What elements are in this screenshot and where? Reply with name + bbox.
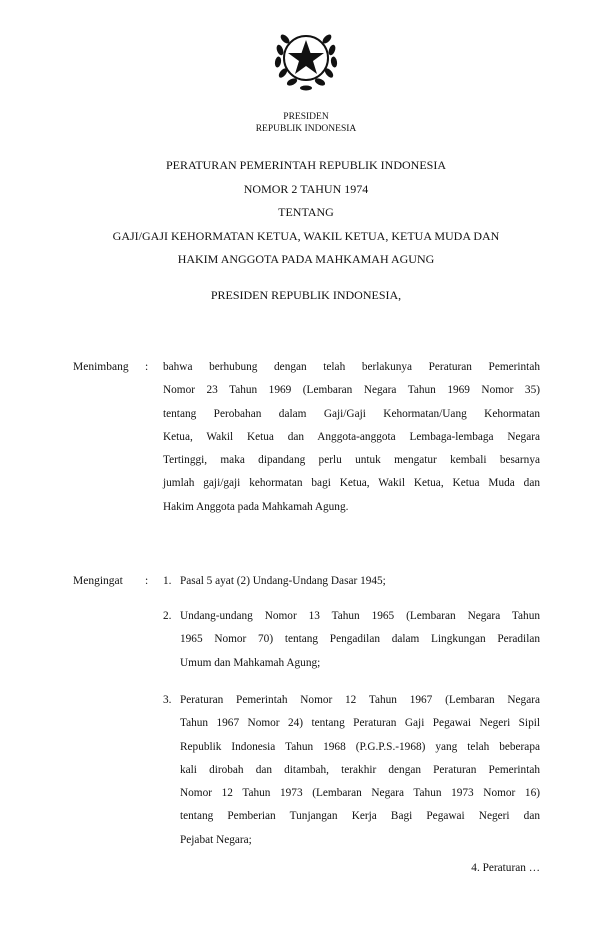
presidential-seal-emblem — [268, 20, 344, 96]
header-republik-indonesia: REPUBLIK INDONESIA — [255, 124, 357, 134]
text-line: Hakim Anggota pada Mahkamah Agung. — [163, 500, 349, 513]
item-number: 1. — [163, 575, 172, 587]
text-line: Nomor 23 Tahun 1969 (Lembaran Negara Tahun 1969 Nomor 35) — [163, 384, 540, 397]
text-line: jumlah gaji/gaji kehormatan bagi Ketua, Wakil Ketua, Ketua Muda dan — [163, 477, 540, 490]
text-line: Tahun 1967 Nomor 24) tentang Peraturan Gaji Pegawai Negeri Sipil — [180, 717, 540, 730]
page-continuation: 4. Peraturan … — [471, 862, 540, 874]
header-presiden: PRESIDEN — [283, 112, 329, 122]
text-line: Republik Indonesia Tahun 1968 (P.G.P.S.-1968) yang telah beberapa — [180, 740, 540, 753]
mengingat-item-3 — [180, 689, 540, 852]
text-line: Peraturan Pemerintah Nomor 12 Tahun 1967 (Lembaran Negara — [180, 694, 540, 706]
text-line: Umum dan Mahkamah Agung; — [180, 656, 321, 669]
text-line: Undang-undang Nomor 13 Tahun 1965 (Lembaran Negara Tahun — [180, 610, 540, 622]
text-line: Tertinggi, maka dipandang perlu untuk mengatur kembali besarnya — [163, 454, 540, 467]
text-line: kali dirobah dan ditambah, terakhir dengan Peraturan Pemerintah — [180, 763, 540, 776]
text-line: Nomor 12 Tahun 1973 (Lembaran Negara Tahun 1973 Nomor 16) — [180, 787, 540, 800]
text-line: Ketua, Wakil Ketua dan Anggota-anggota Lembaga-lembaga Negara — [163, 430, 540, 443]
menimbang-label: Menimbang — [73, 361, 129, 373]
text-line: Pasal 5 ayat (2) Undang-Undang Dasar 1945; — [180, 575, 386, 587]
text-line: tentang Perobahan dalam Gaji/Gaji Kehormatan/Uang Kehormatan — [163, 407, 540, 420]
document-title — [0, 154, 612, 272]
mengingat-item-2 — [180, 605, 540, 675]
text-line: bahwa berhubung dengan telah berlakunya Peraturan Pemerintah — [163, 361, 540, 373]
item-number: 2. — [163, 610, 172, 622]
mengingat-item-1 — [180, 570, 540, 593]
item-number: 3. — [163, 694, 172, 706]
issuer-line: PRESIDEN REPUBLIK INDONESIA, — [210, 288, 402, 302]
text-line: 1965 Nomor 70) tentang Pengadilan dalam Lingkungan Peradilan — [180, 633, 540, 646]
menimbang-colon: : — [145, 361, 149, 373]
text-line: tentang Pemberian Tunjangan Kerja Bagi Pegawai Negeri dan — [180, 810, 540, 823]
mengingat-label: Mengingat — [73, 575, 123, 587]
mengingat-colon: : — [145, 575, 149, 587]
title-line: GAJI/GAJI KEHORMATAN KETUA, WAKIL KETUA, KETUA MUDA DAN — [112, 228, 500, 243]
title-line: PERATURAN PEMERINTAH REPUBLIK INDONESIA — [165, 158, 447, 172]
menimbang-text — [163, 356, 540, 519]
text-line: Pejabat Negara; — [180, 833, 252, 846]
title-line: TENTANG — [278, 205, 334, 219]
title-line: HAKIM ANGGOTA PADA MAHKAMAH AGUNG — [177, 252, 435, 266]
title-line: NOMOR 2 TAHUN 1974 — [243, 181, 369, 196]
